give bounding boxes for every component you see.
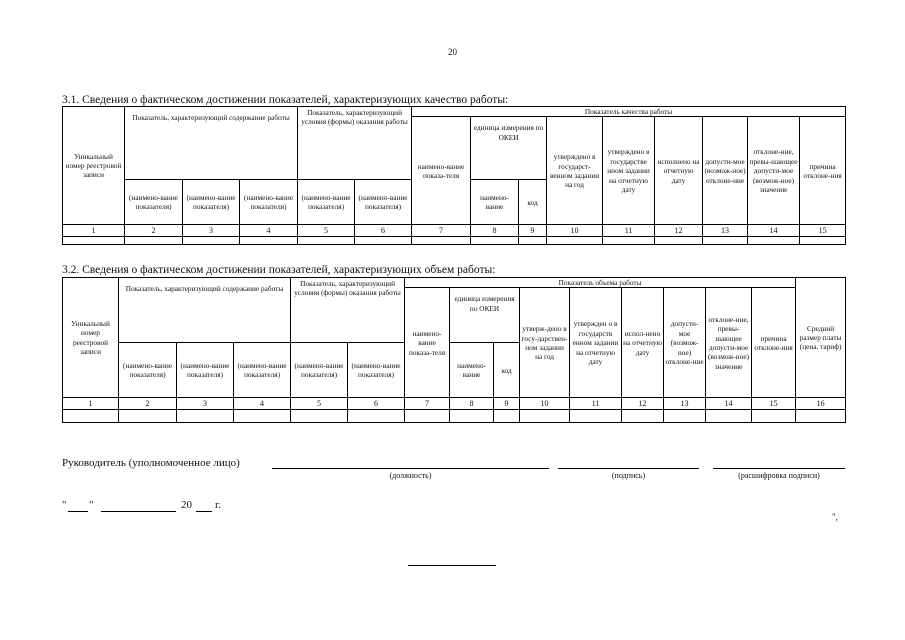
data-cell[interactable] xyxy=(125,237,183,245)
column-number-row xyxy=(63,225,846,237)
param-name-header: (наимено-вание показателя) xyxy=(125,180,183,225)
footnote-line xyxy=(408,565,496,566)
column-number: 13 xyxy=(703,225,748,237)
column-number: 8 xyxy=(450,398,494,410)
column-number: 10 xyxy=(547,225,603,237)
year-suffix: г. xyxy=(215,499,222,511)
column-number: 14 xyxy=(706,398,752,410)
column-number: 12 xyxy=(655,225,703,237)
column-number: 9 xyxy=(494,398,520,410)
unit-code-header: код xyxy=(519,180,547,225)
column-number: 12 xyxy=(622,398,664,410)
column-number: 8 xyxy=(471,225,519,237)
unit-code-header: код xyxy=(494,343,520,398)
param-name-header: (наимено-вание показателя) xyxy=(348,343,405,398)
year-prefix: 20 xyxy=(181,499,192,511)
data-cell[interactable] xyxy=(177,410,234,423)
excess-deviation-header: отклоне-ние, превы-шающее допусти-мое (возмож-ное) значение xyxy=(706,288,752,398)
data-cell[interactable] xyxy=(752,410,796,423)
registry-header: Уникальный номер реестровой записи xyxy=(63,107,125,225)
param-name-header: (наимено-вание показателя) xyxy=(177,343,234,398)
date-close-quote: " xyxy=(89,499,94,511)
data-cell[interactable] xyxy=(240,237,298,245)
column-number: 4 xyxy=(234,398,291,410)
data-cell[interactable] xyxy=(748,237,800,245)
data-cell[interactable] xyxy=(655,237,703,245)
executed-header: испол-нено на отчетную дату xyxy=(622,288,664,398)
data-cell[interactable] xyxy=(800,237,846,245)
unit-name-header: наимено-вание xyxy=(471,180,519,225)
month-line[interactable] xyxy=(101,511,176,512)
column-number: 11 xyxy=(603,225,655,237)
column-number: 6 xyxy=(355,225,412,237)
column-number: 2 xyxy=(119,398,177,410)
data-cell[interactable] xyxy=(603,237,655,245)
approved-year-header: утверждено в государст-венном задании на год xyxy=(547,117,603,225)
data-cell[interactable] xyxy=(706,410,752,423)
param-name-header: (наимено-вание показателя) xyxy=(234,343,291,398)
data-cell[interactable] xyxy=(471,237,519,245)
signature-label: Руководитель (уполномоченное лицо) xyxy=(62,457,240,469)
data-cell[interactable] xyxy=(547,237,603,245)
excess-deviation-header: отклоне-ние, превы-шающее допусти-мое (возмож-ное) значение xyxy=(748,117,800,225)
column-number: 6 xyxy=(348,398,405,410)
column-number: 11 xyxy=(570,398,622,410)
position-caption: (должность) xyxy=(389,471,432,480)
conditions-header: Показатель, характеризующий условия (формы) оказания работы xyxy=(291,278,405,343)
data-cell[interactable] xyxy=(622,410,664,423)
content-header: Показатель, характеризующий содержание работы xyxy=(125,107,298,180)
data-cell[interactable] xyxy=(664,410,706,423)
data-cell[interactable] xyxy=(405,410,450,423)
corner-mark: ", xyxy=(832,512,838,522)
decode-line[interactable] xyxy=(713,468,845,469)
unit-header: единица измерения по ОКЕИ xyxy=(471,117,547,180)
column-number: 5 xyxy=(291,398,348,410)
position-line[interactable] xyxy=(272,468,549,469)
data-cell[interactable] xyxy=(119,410,177,423)
data-cell[interactable] xyxy=(291,410,348,423)
signature-caption: (подпись) xyxy=(611,471,646,480)
column-number: 15 xyxy=(752,398,796,410)
param-name-header: (наимено-вание показателя) xyxy=(119,343,177,398)
param-name-header: (наимено-вание показателя) xyxy=(183,180,240,225)
column-number: 10 xyxy=(520,398,570,410)
day-line[interactable] xyxy=(68,511,88,512)
avg-fee-header: Средний размер платы (цена, тариф) xyxy=(796,278,846,398)
approved-year-header: утверж-дено в госу-дарствен-ном задании на год xyxy=(520,288,570,398)
data-cell[interactable] xyxy=(298,237,355,245)
data-cell[interactable] xyxy=(494,410,520,423)
param-name-header: (наимено-вание показателя) xyxy=(240,180,298,225)
column-number: 9 xyxy=(519,225,547,237)
section-2-title: 3.2. Сведения о фактическом достижении показателей, характеризующих объем работы: xyxy=(62,264,496,276)
column-number: 13 xyxy=(664,398,706,410)
unit-header: единица измерения по ОКЕИ xyxy=(450,288,520,343)
unit-name-header: наимено-вание xyxy=(450,343,494,398)
column-number: 1 xyxy=(63,398,119,410)
column-number: 16 xyxy=(796,398,846,410)
column-number: 14 xyxy=(748,225,800,237)
indicator-name-header: наимено-вание показа-теля xyxy=(412,117,471,225)
approved-date-header: утвержден о в государств енном задании на отчетную дату xyxy=(570,288,622,398)
conditions-header: Показатель, характеризующий условия (формы) оказания работы xyxy=(298,107,412,180)
column-number: 7 xyxy=(412,225,471,237)
data-row xyxy=(63,237,846,245)
allowed-deviation-header: допусти-мое (возмож-ное) отклоне-ние xyxy=(703,117,748,225)
param-name-header: (наимено-вание показателя) xyxy=(298,180,355,225)
data-cell[interactable] xyxy=(355,237,412,245)
data-cell[interactable] xyxy=(348,410,405,423)
reason-header: причина отклоне-ния xyxy=(752,288,796,398)
column-number: 7 xyxy=(405,398,450,410)
page-number: 20 xyxy=(448,47,457,57)
data-cell[interactable] xyxy=(703,237,748,245)
data-cell[interactable] xyxy=(183,237,240,245)
data-cell[interactable] xyxy=(570,410,622,423)
section-1-title: 3.1. Сведения о фактическом достижении показателей, характеризующих качество работы: xyxy=(62,94,509,106)
column-number: 2 xyxy=(125,225,183,237)
year-line[interactable] xyxy=(196,511,212,512)
data-cell[interactable] xyxy=(63,237,125,245)
volume-group-header: Показатель объема работы xyxy=(405,278,796,288)
volume-table xyxy=(62,277,846,423)
data-row xyxy=(63,410,846,423)
param-name-header: (наимено-вание показателя) xyxy=(355,180,412,225)
reason-header: причина отклоне-ния xyxy=(800,117,846,225)
column-number: 5 xyxy=(298,225,355,237)
column-number: 3 xyxy=(183,225,240,237)
signature-line[interactable] xyxy=(558,468,699,469)
date-open-quote: " xyxy=(62,499,67,511)
column-number-row xyxy=(63,398,846,410)
data-cell[interactable] xyxy=(796,410,846,423)
data-cell[interactable] xyxy=(412,237,471,245)
data-cell[interactable] xyxy=(519,237,547,245)
allowed-deviation-header: допусти-мое (возмож-ное) отклоне-ние xyxy=(664,288,706,398)
data-cell[interactable] xyxy=(450,410,494,423)
column-number: 1 xyxy=(63,225,125,237)
data-cell[interactable] xyxy=(520,410,570,423)
quality-table xyxy=(62,106,846,245)
param-name-header: (наимено-вание показателя) xyxy=(291,343,348,398)
column-number: 4 xyxy=(240,225,298,237)
executed-header: исполнено на отчетную дату xyxy=(655,117,703,225)
column-number: 3 xyxy=(177,398,234,410)
indicator-name-header: наимено-вание показа-теля xyxy=(405,288,450,398)
data-cell[interactable] xyxy=(63,410,119,423)
content-header: Показатель, характеризующий содержание работы xyxy=(119,278,291,343)
column-number: 15 xyxy=(800,225,846,237)
approved-date-header: утверждено в государстве нном задании на отчетную дату xyxy=(603,117,655,225)
quality-group-header: Показатель качества работы xyxy=(412,107,846,117)
decode-caption: (расшифровка подписи) xyxy=(738,471,820,480)
registry-header: Уникальный номер реестровой записи xyxy=(63,278,119,398)
data-cell[interactable] xyxy=(234,410,291,423)
